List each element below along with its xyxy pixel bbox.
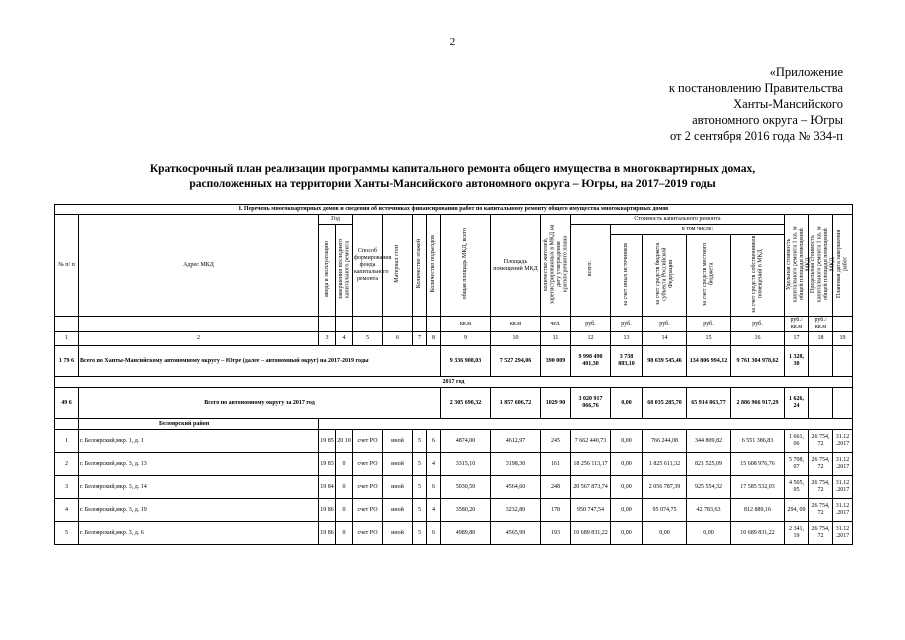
- row-cost-total: 20 567 873,74: [571, 476, 611, 499]
- column-number-cell: 16: [731, 332, 785, 346]
- row-entrances: 6: [427, 522, 441, 545]
- row-premises-area: 4612,97: [491, 430, 541, 453]
- header-wall-material: [383, 215, 413, 317]
- row-unit-cost: 5 708, 07: [785, 453, 809, 476]
- row-num: 3: [55, 476, 79, 499]
- row-num: 2: [55, 453, 79, 476]
- row-address: г. Белоярский,мкр. 3, д. 14: [79, 476, 319, 499]
- district-spacer: [55, 419, 79, 430]
- appendix-line: от 2 сентября 2016 года № 334-п: [669, 129, 843, 143]
- unit-cell: руб.: [731, 317, 785, 332]
- title-line: Краткосрочный план реализации программы капитального ремонта общего имущества в многоквартирных домах,: [149, 163, 756, 175]
- header-year: Год: [319, 215, 353, 225]
- header-cost-owners-text: за счет средств собственников помещений в МКД: [751, 235, 764, 313]
- row-cost-owners: 10 689 831,22: [731, 522, 785, 545]
- page-number: 2: [449, 36, 456, 48]
- okrug-total-region: 68 035 285,70: [643, 388, 687, 419]
- header-cost-owners: [731, 235, 785, 317]
- appendix-line: «Приложение: [769, 65, 843, 79]
- unit-cell: [79, 317, 319, 332]
- unit-cell: [833, 317, 853, 332]
- row-fund-method: счет РО: [353, 476, 383, 499]
- grand-total-date: [833, 346, 853, 377]
- district-fill: [319, 419, 853, 430]
- district-label: Белоярский район: [79, 419, 319, 430]
- row-cost-owners: 812 889,16: [731, 499, 785, 522]
- row-planned-date: 31.12 .2017: [833, 430, 853, 453]
- column-number-cell: 13: [611, 332, 643, 346]
- row-max-cost: 26 754, 72: [809, 499, 833, 522]
- header-fund-method-text: Способ формирования фонда капитального ремонта: [354, 248, 392, 282]
- column-number-cell: 11: [541, 332, 571, 346]
- row-year-commissioning: 19 86: [319, 499, 336, 522]
- header-row-1: [55, 215, 853, 225]
- row-address: г. Белоярский,мкр. 3, д. 13: [79, 453, 319, 476]
- grand-total-local: 134 806 994,12: [687, 346, 731, 377]
- row-year-commissioning: 19 83: [319, 453, 336, 476]
- header-cost-local-text: за счет средств местного бюджета: [702, 242, 715, 306]
- row-wall-material: иной: [383, 522, 413, 545]
- grand-total-other: 3 738 883,10: [611, 346, 643, 377]
- appendix-line: Ханты-Мансийского: [733, 97, 843, 111]
- row-address: г. Белоярский,мкр. 3, д. 19: [79, 499, 319, 522]
- header-unit-cost: [785, 215, 812, 317]
- row-num: 1: [55, 430, 79, 453]
- row-unit-cost: 2 341, 19: [785, 522, 809, 545]
- header-max-cost: [809, 215, 836, 317]
- header-planned-date-text: Плановая дата завершения работ: [836, 229, 849, 299]
- row-max-cost: 26 754, 72: [809, 453, 833, 476]
- unit-cell: руб./ кв.м: [809, 317, 833, 332]
- header-cost-other-text: за счет иных источников: [623, 242, 630, 306]
- grand-total-region: 98 639 545,46: [643, 346, 687, 377]
- unit-cell: кв.м: [491, 317, 541, 332]
- row-cost-other: 0,00: [611, 499, 643, 522]
- column-number-cell: 12: [571, 332, 611, 346]
- row-total-area: 3315,10: [441, 453, 491, 476]
- grand-total-num: 1 79 6: [55, 346, 79, 377]
- row-cost-total: 950 747,54: [571, 499, 611, 522]
- row-cost-total: 7 662 440,73: [571, 430, 611, 453]
- row-total-area: 4989,80: [441, 522, 491, 545]
- row-total-area: 3580,20: [441, 499, 491, 522]
- row-year-last-repair: 0: [336, 499, 353, 522]
- unit-cell: [353, 317, 383, 332]
- header-total-area-text: общая площадь МКД, всего: [462, 228, 469, 300]
- repair-plan-table-wrapper: [54, 204, 852, 545]
- grand-total-max: [809, 346, 833, 377]
- row-wall-material: иной: [383, 476, 413, 499]
- unit-cell: [336, 317, 353, 332]
- header-incl: в том числе:: [611, 225, 785, 235]
- header-wall-material-text: Материал стен: [394, 245, 401, 283]
- header-premises-area: Площадь помещений МКД: [491, 215, 541, 317]
- grand-total-cost: 9 998 490 401,30: [571, 346, 611, 377]
- header-num: № п/ п: [55, 215, 79, 317]
- header-floors-text: Количество этажей: [416, 239, 423, 289]
- district-row: [55, 419, 853, 430]
- header-year-commissioning-text: ввода в эксплуатацию: [323, 241, 330, 297]
- column-numbers-row: [55, 332, 853, 346]
- row-year-last-repair: 0: [336, 476, 353, 499]
- row-wall-material: иной: [383, 453, 413, 476]
- data-rows: [55, 430, 853, 545]
- row-entrances: 6: [427, 476, 441, 499]
- row-cost-local: 344 809,82: [687, 430, 731, 453]
- row-address: г. Белоярский,мкр. 3, д. 6: [79, 522, 319, 545]
- grand-total-row: [55, 346, 853, 377]
- row-fund-method: счет РО: [353, 522, 383, 545]
- row-cost-local: 925 554,32: [687, 476, 731, 499]
- header-cost-region-text: за счет средств бюджета субъекта Российской Федерации: [654, 242, 674, 306]
- row-floors: 5: [413, 522, 427, 545]
- okrug-total-premises: 1 857 606,72: [491, 388, 541, 419]
- header-cost-local: [687, 235, 731, 317]
- row-num: 4: [55, 499, 79, 522]
- row-floors: 5: [413, 476, 427, 499]
- row-unit-cost: 4 505, 95: [785, 476, 809, 499]
- row-floors: 5: [413, 499, 427, 522]
- row-residents: 245: [541, 430, 571, 453]
- column-number-cell: 1: [55, 332, 79, 346]
- row-cost-other: 0,00: [611, 430, 643, 453]
- header-address: Адрес МКД: [79, 215, 319, 317]
- unit-cell: руб.: [571, 317, 611, 332]
- row-year-last-repair: 0: [336, 522, 353, 545]
- unit-cell: чел.: [541, 317, 571, 332]
- okrug-total-date: [833, 388, 853, 419]
- table-row: [55, 453, 853, 476]
- okrug-total-label: Всего по автономному округу за 2017 год: [79, 388, 441, 419]
- row-fund-method: счет РО: [353, 499, 383, 522]
- column-number-cell: 6: [383, 332, 413, 346]
- header-year-last-repair-text: завершения последнего капитального ремонта: [337, 238, 350, 300]
- unit-cell: [427, 317, 441, 332]
- row-premises-area: 4564,60: [491, 476, 541, 499]
- year-label: 2017 год: [55, 377, 853, 388]
- row-fund-method: счет РО: [353, 430, 383, 453]
- unit-cell: руб.: [611, 317, 643, 332]
- column-number-cell: 3: [319, 332, 336, 346]
- grand-total-area: 9 336 908,03: [441, 346, 491, 377]
- column-number-cell: 7: [413, 332, 427, 346]
- header-year-commissioning: [319, 225, 336, 317]
- unit-cell: [413, 317, 427, 332]
- row-cost-other: 0,00: [611, 522, 643, 545]
- column-number-cell: 15: [687, 332, 731, 346]
- row-residents: 248: [541, 476, 571, 499]
- row-planned-date: 31.12 .2017: [833, 522, 853, 545]
- column-number-cell: 9: [441, 332, 491, 346]
- okrug-total-max: [809, 388, 833, 419]
- header-year-last-repair: [336, 225, 353, 317]
- grand-total-label: Всего по Ханты-Мансийскому автономному округу – Югре (далее – автономный округ) на 2017-2019 годы: [79, 346, 441, 377]
- header-residents-text: количество жителей, зарегистрированных в МКД на дату утверждения краткосрочного плана: [542, 224, 568, 304]
- header-planned-date: [833, 215, 853, 317]
- row-residents: 161: [541, 453, 571, 476]
- column-number-cell: 2: [79, 332, 319, 346]
- row-cost-other: 0,00: [611, 476, 643, 499]
- appendix-line: автономного округа – Югры: [692, 113, 843, 127]
- okrug-total-unit: 1 626, 24: [785, 388, 809, 419]
- unit-cell: [319, 317, 336, 332]
- row-max-cost: 26 754, 72: [809, 522, 833, 545]
- okrug-total-owners: 2 886 966 917,29: [731, 388, 785, 419]
- row-residents: 193: [541, 522, 571, 545]
- row-max-cost: 26 754, 72: [809, 476, 833, 499]
- row-year-commissioning: 19 86: [319, 522, 336, 545]
- row-cost-region: 2 056 787,39: [643, 476, 687, 499]
- grand-total-unit: 1 328, 30: [785, 346, 809, 377]
- column-number-cell: 10: [491, 332, 541, 346]
- header-unit-cost-text: Удельная стоимость капитального ремонта 1 кв. м общей площади помещений МКД: [786, 226, 812, 302]
- column-number-cell: 18: [809, 332, 833, 346]
- column-number-cell: 8: [427, 332, 441, 346]
- unit-cell: [383, 317, 413, 332]
- header-fund-method: [353, 215, 392, 317]
- row-cost-owners: 17 585 532,03: [731, 476, 785, 499]
- appendix-line: к постановлению Правительства: [668, 81, 843, 95]
- row-planned-date: 31.12 .2017: [833, 476, 853, 499]
- unit-cell: [55, 317, 79, 332]
- row-premises-area: 3198,30: [491, 453, 541, 476]
- section-title-row: [55, 205, 853, 215]
- column-number-cell: 5: [353, 332, 383, 346]
- row-residents: 178: [541, 499, 571, 522]
- section-title: I. Перечень многоквартирных домов и сведения об источниках финансирования работ по капитальному ремонту общего имущества многоквартирных домов: [55, 205, 853, 215]
- repair-plan-table: [54, 204, 853, 545]
- row-entrances: 4: [427, 453, 441, 476]
- header-cost-region: [643, 235, 687, 317]
- grand-total-owners: 9 761 304 978,62: [731, 346, 785, 377]
- table-row: [55, 476, 853, 499]
- row-cost-other: 0,00: [611, 453, 643, 476]
- row-cost-region: 95 074,75: [643, 499, 687, 522]
- row-cost-owners: 6 551 386,83: [731, 430, 785, 453]
- unit-cell: руб./ кв.м: [785, 317, 809, 332]
- row-unit-cost: 294, 09: [785, 499, 809, 522]
- row-address: г. Белоярский,мкр. 1, д. 1: [79, 430, 319, 453]
- row-year-commissioning: 19 84: [319, 476, 336, 499]
- header-cost-title: Стоимость капитального ремонта: [571, 215, 785, 225]
- okrug-total-residents: 1029 90: [541, 388, 571, 419]
- row-cost-local: 42 783,63: [687, 499, 731, 522]
- title-line: расположенных на территории Ханты-Мансийского автономного округа – Югры, на 2017–2019 годы: [189, 177, 716, 190]
- row-year-last-repair: 0: [336, 453, 353, 476]
- okrug-total-area: 2 305 690,32: [441, 388, 491, 419]
- row-cost-total: 10 689 831,22: [571, 522, 611, 545]
- row-entrances: 6: [427, 430, 441, 453]
- column-number-cell: 4: [336, 332, 353, 346]
- row-cost-owners: 15 608 976,76: [731, 453, 785, 476]
- table-row: [55, 522, 853, 545]
- okrug-total-other: 0,00: [611, 388, 643, 419]
- row-total-area: 5030,50: [441, 476, 491, 499]
- row-cost-region: 766 244,08: [643, 430, 687, 453]
- okrug-total-row: [55, 388, 853, 419]
- row-year-commissioning: 19 85: [319, 430, 336, 453]
- okrug-total-local: 65 914 863,77: [687, 388, 731, 419]
- column-number-cell: 14: [643, 332, 687, 346]
- row-total-area: 4874,00: [441, 430, 491, 453]
- okrug-total-num: 49 6: [55, 388, 79, 419]
- appendix-block: [669, 64, 843, 144]
- unit-cell: руб.: [687, 317, 731, 332]
- row-fund-method: счет РО: [353, 453, 383, 476]
- row-wall-material: иной: [383, 499, 413, 522]
- row-premises-area: 4565,99: [491, 522, 541, 545]
- table-row: [55, 430, 853, 453]
- row-cost-local: 821 525,09: [687, 453, 731, 476]
- row-cost-total: 18 256 113,17: [571, 453, 611, 476]
- row-premises-area: 3232,80: [491, 499, 541, 522]
- header-residents: [541, 215, 571, 317]
- unit-cell: руб.: [643, 317, 687, 332]
- header-entrances: [427, 215, 441, 317]
- row-cost-region: 1 825 611,32: [643, 453, 687, 476]
- unit-cell: кв.м: [441, 317, 491, 332]
- units-row: [55, 317, 853, 332]
- grand-total-premises: 7 527 294,06: [491, 346, 541, 377]
- row-num: 5: [55, 522, 79, 545]
- row-wall-material: иной: [383, 430, 413, 453]
- header-max-cost-text: Предельная стоимость капитального ремонта 1 кв. м общей площади помещений МКД: [810, 226, 836, 302]
- row-year-last-repair: 20 10: [336, 430, 353, 453]
- header-entrances-text: Количество подъездов: [430, 235, 437, 293]
- row-floors: 5: [413, 430, 427, 453]
- row-max-cost: 26 754, 72: [809, 430, 833, 453]
- table-row: [55, 499, 853, 522]
- header-cost-total: [571, 225, 611, 317]
- okrug-total-cost: 3 020 917 066,76: [571, 388, 611, 419]
- row-entrances: 4: [427, 499, 441, 522]
- year-row: [55, 377, 853, 388]
- row-floors: 5: [413, 453, 427, 476]
- row-planned-date: 31.12 .2017: [833, 499, 853, 522]
- row-planned-date: 31.12 .2017: [833, 453, 853, 476]
- header-total-area: [441, 215, 491, 317]
- grand-total-residents: 390 009: [541, 346, 571, 377]
- header-cost-total-text: всего:: [587, 261, 594, 277]
- header-floors: [413, 215, 427, 317]
- header-cost-other: [611, 235, 643, 317]
- column-number-cell: 19: [833, 332, 853, 346]
- document-title: [0, 162, 905, 191]
- column-number-cell: 17: [785, 332, 809, 346]
- row-cost-region: 0,00: [643, 522, 687, 545]
- row-unit-cost: 1 661, 06: [785, 430, 809, 453]
- row-cost-local: 0,00: [687, 522, 731, 545]
